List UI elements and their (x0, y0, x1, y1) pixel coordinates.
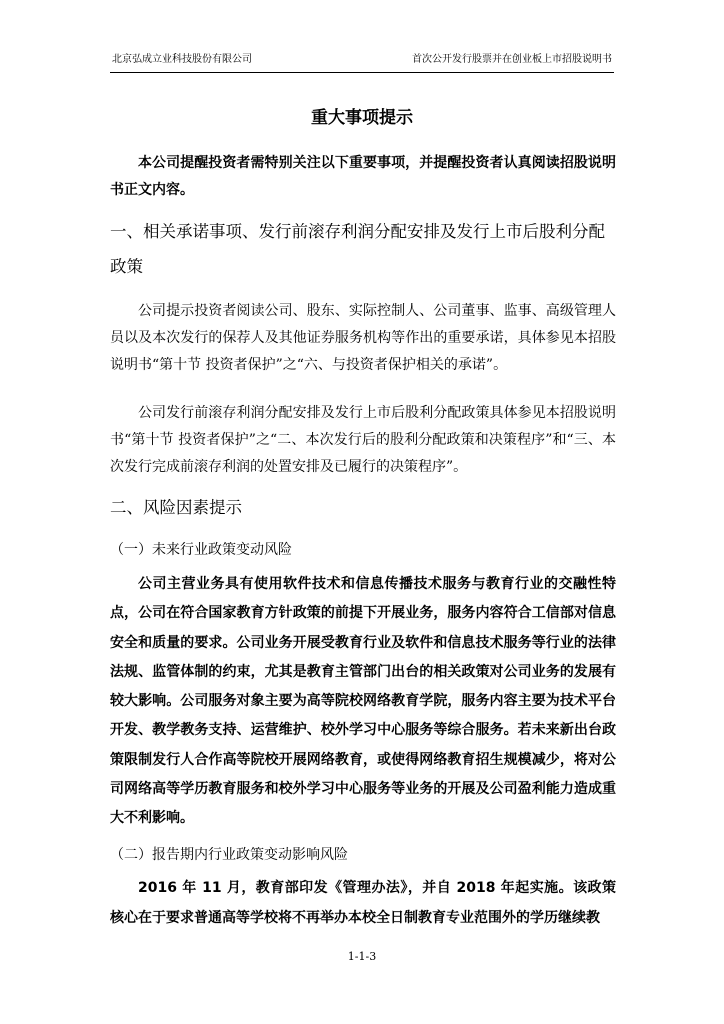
subsection-1-heading: （一）未来行业政策变动风险 (110, 542, 292, 558)
page-header (110, 54, 614, 73)
section-2-heading: 二、风险因素提示 (110, 498, 242, 517)
header-company: 北京弘成立业科技股份有限公司 (112, 54, 252, 65)
subsection-2-heading: （二）报告期内行业政策变动影响风险 (110, 847, 348, 863)
section-1-paragraph-2: 公司发行前滚存利润分配安排及发行上市后股利分配政策具体参见本招股说明书“第十节 投资者保护”之“二、本次发行后的股利分配政策和决策程序”和“三、本次发行完成前滚存利润的处置安排及已履行的决策程序”。 (110, 405, 616, 475)
subsection-1-text: 公司主营业务具有使用软件技术和信息传播技术服务与教育行业的交融性特点，公司在符合国家教育方针政策的前提下开展业务，服务内容符合工信部对信息安全和质量的要求。公司业务开展受教育行业及软件和信息技术服务等行业的法律法规、监管体制的约束，尤其是教育主管部门出台的相关政策对公司业务的发展有较大影响。公司服务对象主要为高等院校网络教育学院，服务内容主要为技术平台开发、教学教务支持、运营维护、校外学习中心服务等综合服务。若未来新出台政策限制发行人合作高等院校开展网络教育，或使得网络教育招生规模减少，将对公司网络高等学历教育服务和校外学习中心服务等业务的开展及公司盈利能力造成重大不利影响。 (110, 576, 616, 827)
section-1-paragraph-1: 公司提示投资者阅读公司、股东、实际控制人、公司董事、监事、高级管理人员以及本次发行的保荐人及其他证券服务机构等作出的重要承诺，具体参见本招股说明书“第十节 投资者保护”之“六、与投资者保护相关的承诺”。 (110, 303, 616, 373)
page-number: 1-1-3 (347, 950, 377, 963)
header-doc-title: 首次公开发行股票并在创业板上市招股说明书 (412, 54, 612, 65)
intro-paragraph: 本公司提醒投资者需特别关注以下重要事项，并提醒投资者认真阅读招股说明书正文内容。 (110, 155, 616, 198)
section-1-heading: 一、相关承诺事项、发行前滚存利润分配安排及发行上市后股利分配政策 (110, 222, 605, 276)
subsection-2-text: 2016 年 11 月，教育部印发《管理办法》，并自 2018 年起实施。该政策核心在于要求普通高等学校将不再举办本校全日制教育专业范围外的学历继续教 (110, 880, 616, 926)
page-title: 重大事项提示 (311, 108, 413, 128)
